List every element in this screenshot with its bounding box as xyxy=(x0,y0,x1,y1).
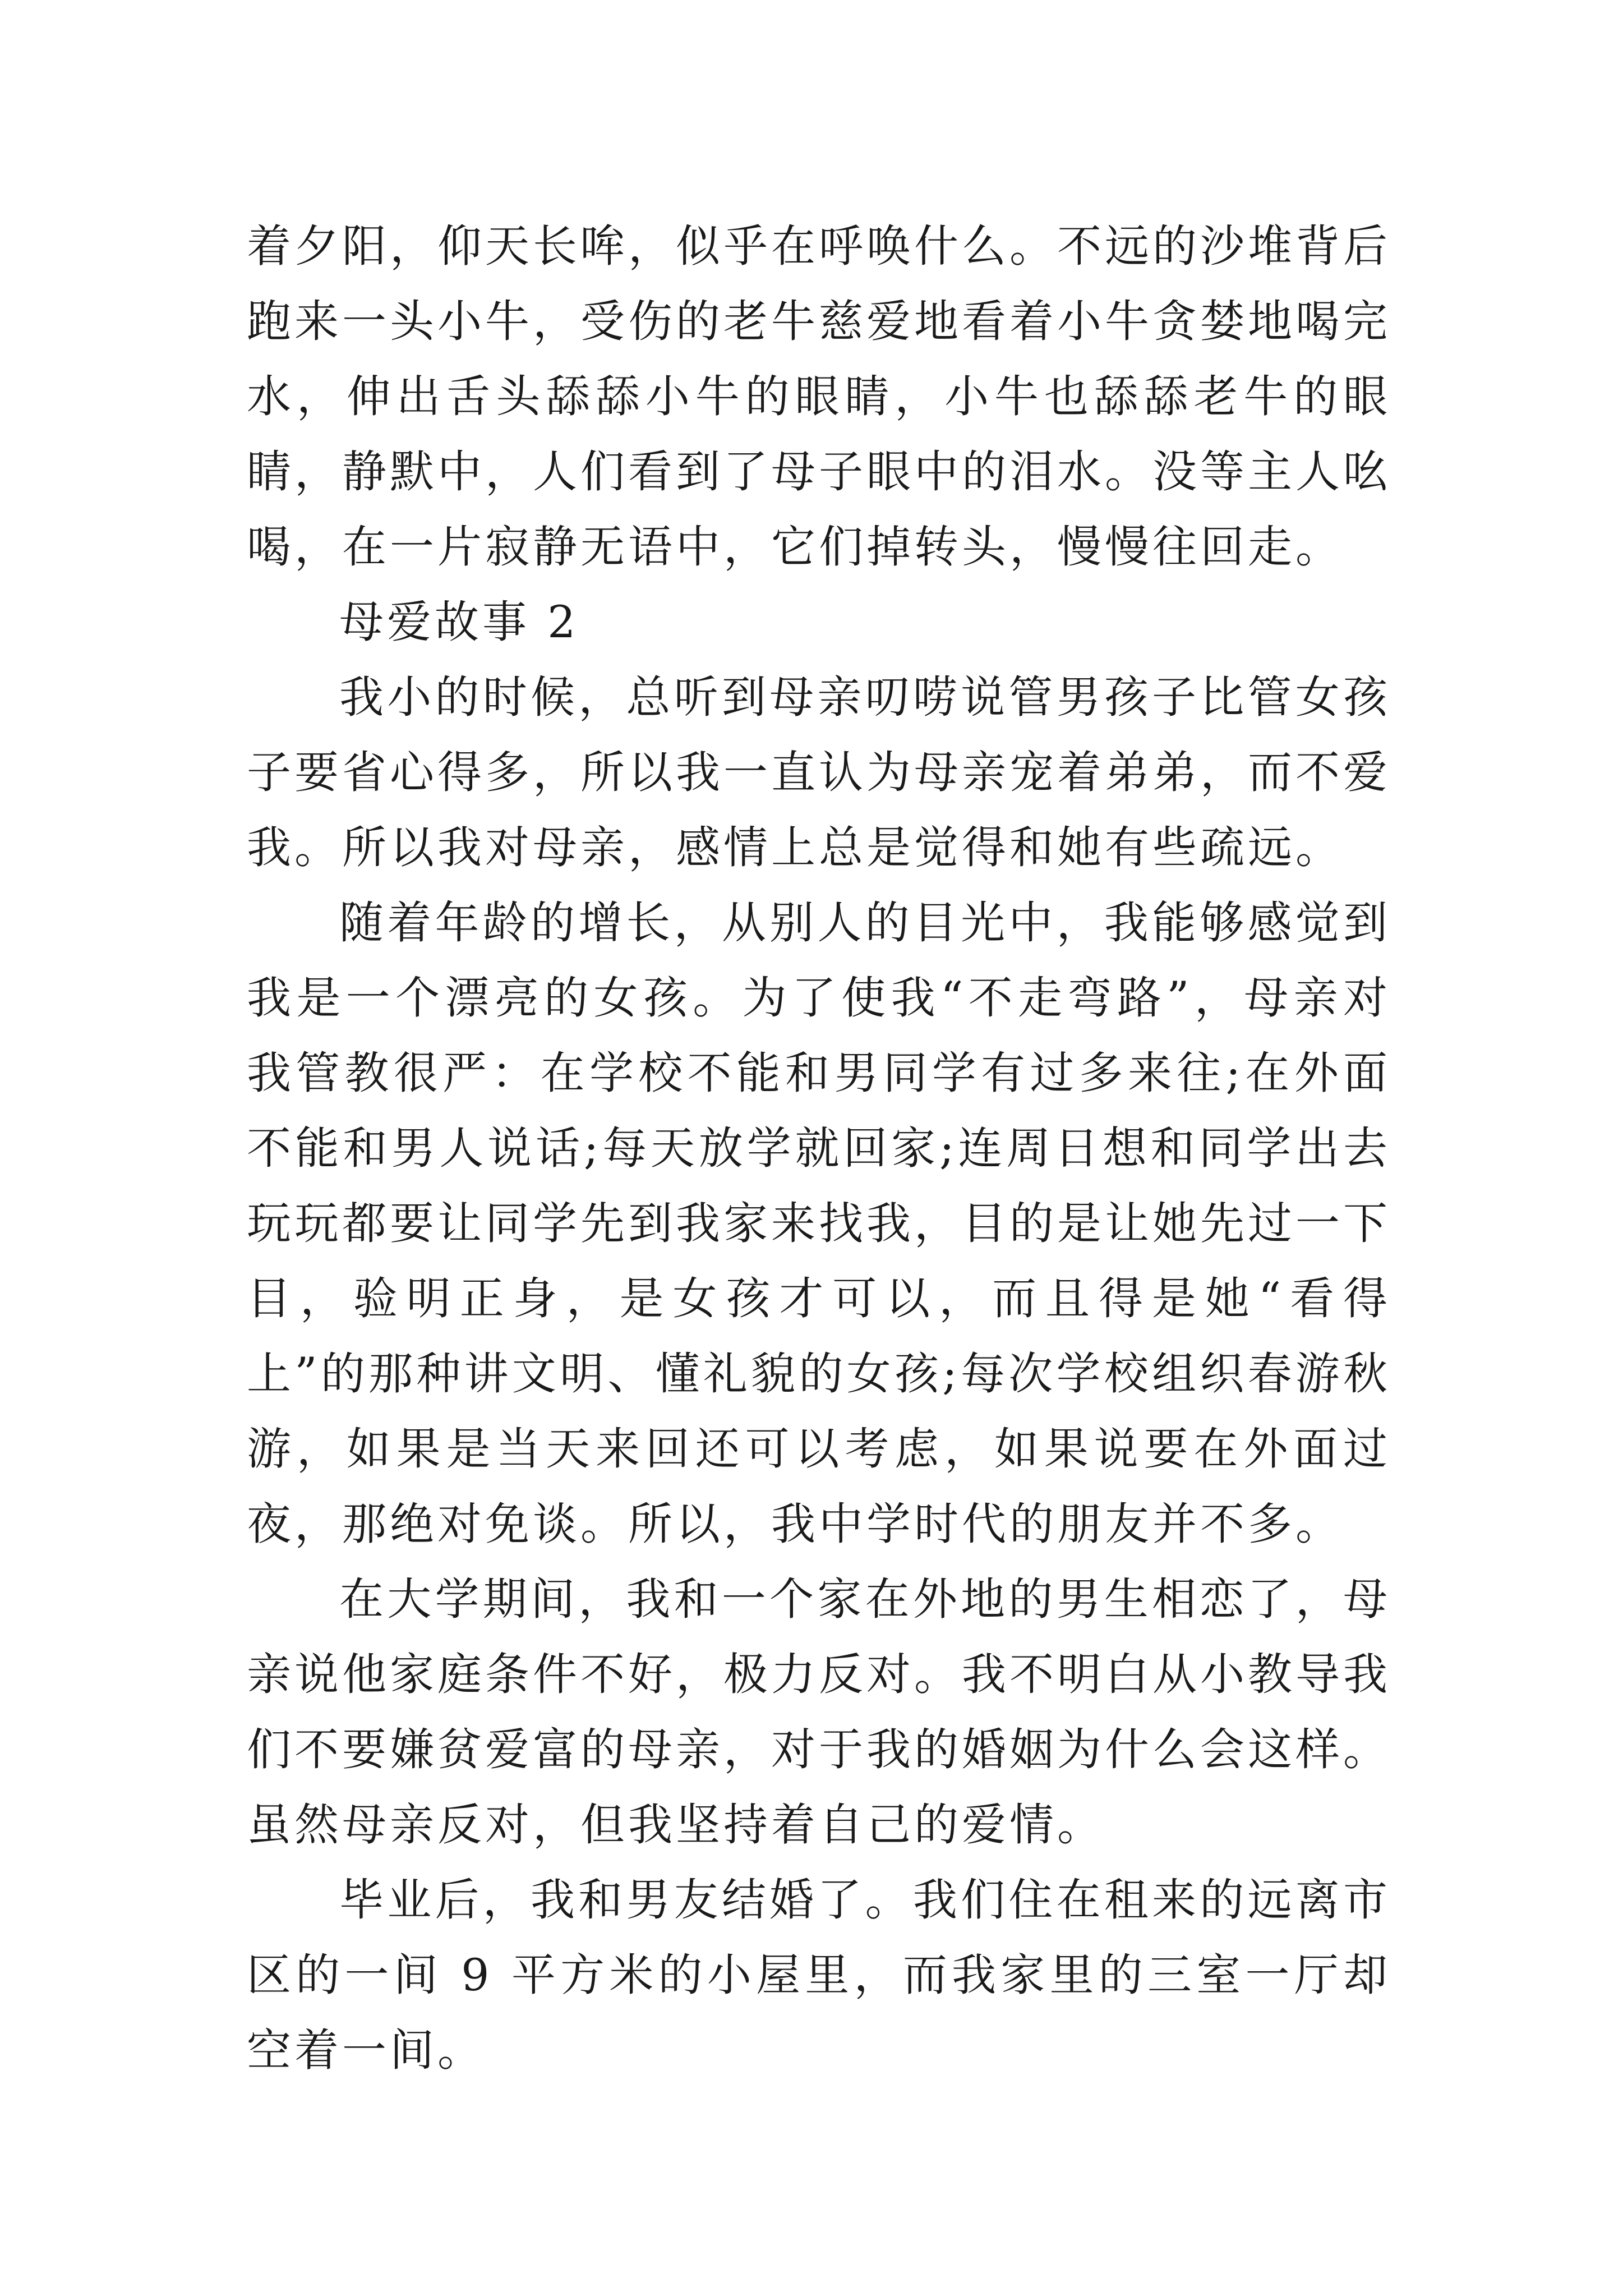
paragraph-1: 着夕阳，仰天长哞，似乎在呼唤什么。不远的沙堆背后跑来一头小牛，受伤的老牛慈爱地看着小牛贪婪地喝完水，伸出舌头舔舔小牛的眼睛，小牛也舔舔老牛的眼睛，静默中，人们看到了母子眼中的泪水。没等主人吆喝，在一片寂静无语中，它们掉转头，慢慢往回走。 xyxy=(247,220,1391,573)
paragraph-5: 毕业后，我和男友结婚了。我们住在租来的远离市区的一间 9 平方米的小屋里，而我家里的三室一厅却空着一间。 xyxy=(247,1874,1391,2076)
document-body xyxy=(247,209,1391,2088)
section-heading: 母爱故事 2 xyxy=(339,596,579,648)
paragraph-4: 在大学期间，我和一个家在外地的男生相恋了，母亲说他家庭条件不好，极力反对。我不明白从小教导我们不要嫌贫爱富的母亲，对于我的婚姻为什么会这样。虽然母亲反对，但我坚持着自己的爱情。 xyxy=(247,1573,1391,1851)
paragraph-3: 随着年龄的增长，从别人的目光中，我能够感觉到我是一个漂亮的女孩。为了使我“不走弯路”，母亲对我管教很严：在学校不能和男同学有过多来往;在外面不能和男人说话;每天放学就回家;连周日想和同学出去玩玩都要让同学先到我家来找我，目的是让她先过一下目，验明正身，是女孩才可以，而且得是她“看得上”的那种讲文明、懂礼貌的女孩;每次学校组织春游秋游，如果是当天来回还可以考虑，如果说要在外面过夜，那绝对免谈。所以，我中学时代的朋友并不多。 xyxy=(247,897,1391,1550)
paragraph-2: 我小的时候，总听到母亲叨唠说管男孩子比管女孩子要省心得多，所以我一直认为母亲宠着弟弟，而不爱我。所以我对母亲，感情上总是觉得和她有些疏远。 xyxy=(247,671,1391,873)
